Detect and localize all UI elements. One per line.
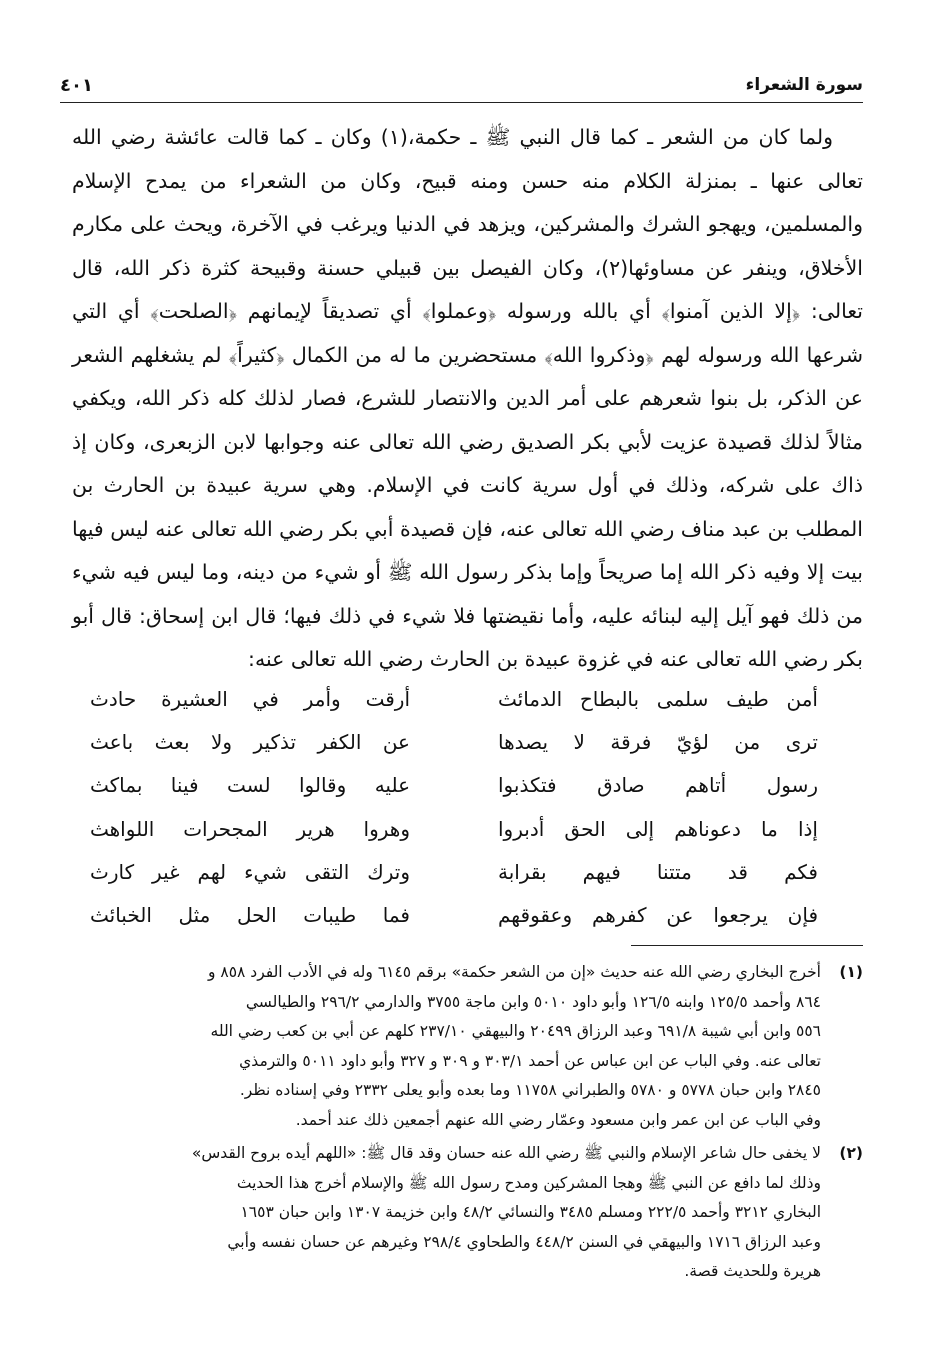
footnote: [62, 958, 863, 1135]
footnote-line: أخرج البخاري رضي الله عنه حديث «إن من الشعر حكمة» برقم ٦١٤٥ وله في الأدب الفرد ٨٥٨ و: [207, 963, 821, 981]
poem-verse: [90, 764, 818, 807]
verse-second-hemistich: عليه وقالوا لست فينا بماكث: [90, 773, 410, 798]
verse-first-hemistich: رسول أتاهم صادق فتكذبوا: [498, 773, 818, 798]
main-text: [72, 116, 863, 682]
verse-second-hemistich: وهروا هرير المجحرات اللواهث: [90, 816, 410, 841]
surah-title: سورة الشعراء: [745, 75, 863, 95]
footnote-text: [62, 958, 821, 1135]
footnote-line: البخاري ٣٢١٢ وأحمد ٢٢٢/٥ ومسلم ٣٤٨٥ والنسائي ٤٨/٢ وابن خزيمة ١٣٠٧ وابن حبان ١٦٥٣: [240, 1203, 821, 1221]
footnote-line: ٢٨٤٥ وابن حبان ٥٧٧٨ و ٥٧٨٠ والطبراني ١١٧٥٨ وما بعده وأبو يعلى ٢٣٣٢ وفي إسناده نظر.: [239, 1081, 821, 1099]
poem-verse: [90, 678, 818, 721]
verse-second-hemistich: أرقت وأمر في العشيرة حادث: [90, 687, 410, 711]
verse-second-hemistich: فما طيبات الحل مثل الخبائث: [90, 902, 410, 927]
verse-second-hemistich: وترك التقى شيء لهم غير كارث: [90, 859, 410, 884]
poem: [90, 678, 818, 937]
page-number: ٤٠١: [60, 74, 93, 96]
paragraph: [72, 116, 863, 682]
footnote-line: هريرة وللحديث قصة.: [684, 1262, 821, 1280]
footnote: [62, 1139, 863, 1287]
verse-first-hemistich: ترى من لؤيّ فرقة لا يصدها: [498, 730, 818, 755]
footnote-line: ٨٦٤ وأحمد ١٢٥/٥ وابنه ١٢٦/٥ وأبو داود ٥٠١٠ وابن ماجة ٣٧٥٥ والدارمي ٢٩٦/٢ والطيالسي: [245, 992, 821, 1011]
verse-first-hemistich: إذا ما دعوناهم إلى الحق أدبروا: [498, 816, 818, 841]
footnote-line: وفي الباب عن ابن عمر وابن مسعود وعمّار رضي الله عنهم أجمعين ذلك عند أحمد.: [295, 1110, 821, 1129]
poem-verse: [90, 894, 818, 937]
poem-verse: [90, 721, 818, 764]
page-header: [60, 68, 863, 103]
footnote-line: وذلك لما دافع عن النبي ﷺ وهجا المشركين ومدح رسول الله ﷺ والإسلام أخرج هذا الحديث: [236, 1173, 821, 1192]
verse-first-hemistich: أمن طيف سلمى بالبطاح الدمائث: [498, 687, 818, 711]
footnote-separator: [631, 945, 863, 946]
footnote-line: لا يخفى حال شاعر الإسلام والنبي ﷺ رضي الله عنه حسان وقد قال ﷺ: «اللهم أيده بروح القدس»: [191, 1144, 821, 1162]
footnotes: [62, 958, 863, 1291]
poem-verse: [90, 808, 818, 851]
footnote-text: [62, 1139, 821, 1287]
paragraph-text: ولما كان من الشعر ـ كما قال النبي ﷺ ـ حكمة،(١) وكان ـ كما قالت عائشة رضي الله تعالى عنها ـ بمنزلة الكلام منه حسن ومنه قبيح، وكان من الشعراء من يمدح الإسلام والمسلمين، ويهجو الشرك والمشركين، ويزهد في الدنيا ويرغب في الآخرة، ويحث على مكارم الأخلاق، وينفر عن مساوئها(٢)، وكان الفيصل بين قبيلي حسنة وقبيحة كثرة ذكر الله، قال تعالى: ﴿إلا الذين آمنوا﴾ أي بالله ورسوله ﴿وعملوا﴾ أي تصديقاً لإيمانهم ﴿الصلحت﴾ أي التي شرعها الله ورسوله لهم ﴿وذكروا الله﴾ مستحضرين ما له من الكمال ﴿كثيراً﴾ لم يشغلهم الشعر عن الذكر، بل بنوا شعرهم على أمر الدين والانتصار للشرع، فصار لذلك كله ذكر الله، ويكفي مثالاً لذلك قصيدة عزيت لأبي بكر الصديق رضي الله تعالى عنه وجوابها لابن الزبعرى، وكان إذ ذاك على شركه، وذلك في أول سرية كانت في الإسلام. وهي سرية عبيدة بن الحارث بن المطلب بن عبد مناف رضي الله تعالى عنه، فإن قصيدة أبي بكر رضي الله تعالى عنه ليس فيها بيت إلا وفيه ذكر الله إما صريحاً وإما بذكر رسول الله ﷺ أو شيء من دينه، وما ليس فيه شيء من ذلك فهو آيل إليه لبنائه عليه، وأما نقيضتها فلا شيء في ذلك فيها؛ قال ابن إسحاق: قال أبو بكر رضي الله تعالى عنه في غزوة عبيدة بن الحارث رضي الله تعالى عنه:: [72, 125, 863, 671]
verse-first-hemistich: فإن يرجعوا عن كفرهم وعقوقهم: [498, 902, 818, 927]
footnote-number: (٢): [839, 1144, 863, 1162]
footnote-line: تعالى عنه. وفي الباب عن ابن عباس عن أحمد ٣٠٣/١ و ٣٠٩ و ٣٢٧ وأبو داود ٥٠١١ والترمذي: [239, 1051, 821, 1070]
verse-first-hemistich: فكم قد متتنا فيهم بقرابة: [498, 859, 818, 884]
verse-second-hemistich: عن الكفر تذكير ولا بعث باعث: [90, 730, 410, 755]
footnote-line: ٥٥٦ وابن أبي شيبة ٦٩١/٨ وعبد الرزاق ٢٠٤٩٩ والبيهقي ٢٣٧/١٠ كلهم عن أبي بن كعب رضي الله: [210, 1022, 821, 1040]
footnote-line: وعبد الرزاق ١٧١٦ والبيهقي في السنن ٤٤٨/٢ والطحاوي ٢٩٨/٤ وغيرهم عن حسان نفسه وأبي: [227, 1232, 821, 1251]
poem-verse: [90, 851, 818, 894]
footnote-number: (١): [839, 963, 863, 981]
